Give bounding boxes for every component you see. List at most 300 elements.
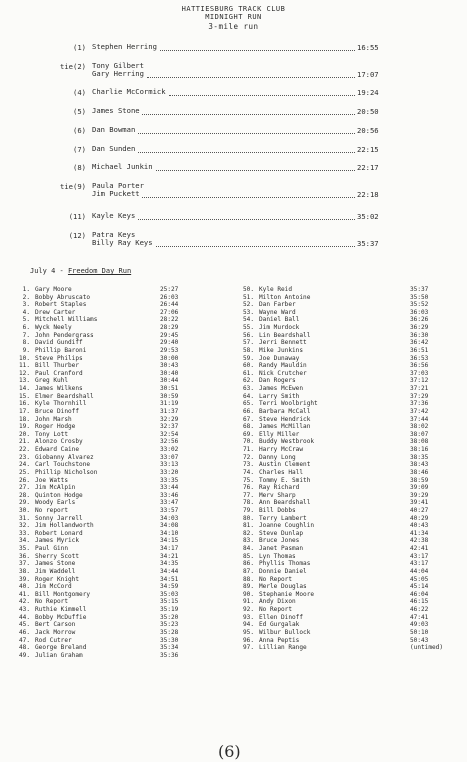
runner-name: Julian Graham [35, 651, 83, 659]
result-rank: (6) [73, 126, 86, 135]
finish-time: 31:19 [160, 400, 179, 408]
runner-name: Rod Cutrer [35, 636, 72, 644]
finish-time: 36:56 [410, 362, 429, 370]
place-number: 16. [18, 400, 30, 408]
finish-time: 33:44 [160, 484, 179, 492]
runner-name: Joanne Coughlin [259, 522, 315, 530]
runner-name: Paul Ginn [35, 545, 69, 553]
place-number: 54. [242, 316, 254, 324]
finish-time: 34:17 [160, 545, 179, 553]
runner-name: John Marsh [35, 415, 72, 423]
finish-time: 36:26 [410, 316, 429, 324]
finish-time: 46:04 [410, 590, 429, 598]
place-number: 78. [242, 499, 254, 507]
runner-name: Roger Hodge [35, 423, 76, 431]
finish-time: 33:47 [160, 499, 179, 507]
place-number: 94. [242, 621, 254, 629]
place-number: 86. [242, 560, 254, 568]
runner-name: Phyllis Thomas [259, 560, 311, 568]
place-number: 11. [18, 362, 30, 370]
place-number: 43. [18, 606, 30, 614]
runner-name: Steve Philips [35, 354, 83, 362]
finish-time: 50:10 [410, 628, 429, 636]
event-name: MIDNIGHT RUN [205, 13, 262, 21]
runner-name: Kyle Reid [259, 286, 293, 293]
result-names [92, 145, 135, 153]
finish-time: 35:30 [160, 636, 179, 644]
result-rank: (11) [68, 212, 86, 221]
result-names [92, 43, 157, 51]
finish-time: 30:44 [160, 377, 179, 385]
place-number: 50. [242, 286, 254, 293]
runner-name: Bruce Jones [259, 537, 300, 545]
place-number: 22. [18, 446, 30, 454]
finish-time: 32:54 [160, 430, 179, 438]
leader-dots [138, 219, 355, 220]
place-number: 32. [18, 522, 30, 530]
place-number: 46. [18, 628, 30, 636]
place-number: 61. [242, 369, 254, 377]
runner-name: Sonny Jarrell [35, 514, 83, 522]
finish-time: 33:57 [160, 506, 179, 514]
place-number: 35. [18, 545, 30, 553]
result-rank: tie(9) [60, 182, 86, 191]
finish-time: 49:03 [410, 621, 429, 629]
place-number: 87. [242, 567, 254, 575]
finish-time: 30:40 [160, 369, 179, 377]
place-number: 81. [242, 522, 254, 530]
finish-time: 40:43 [410, 522, 429, 530]
runner-name: Ann Beardshall [259, 499, 311, 507]
runner-name: John Pendergrass [35, 331, 94, 339]
finish-time: 40:27 [410, 506, 429, 514]
finish-time: 40:29 [410, 514, 429, 522]
finish-time: 30:51 [160, 385, 179, 393]
finish-time: 35:34 [160, 644, 179, 652]
result-rank: tie(2) [60, 62, 86, 71]
finish-time: 38:07 [410, 430, 429, 438]
finish-time: 39:29 [410, 491, 429, 499]
runner-name: Danny Long [259, 453, 296, 461]
runner-name: Nick Crutcher [259, 369, 307, 377]
runner-name: Dan Farber [259, 301, 296, 309]
place-number: 56. [242, 331, 254, 339]
finish-time: 26:03 [160, 293, 179, 301]
runner-name: Steve Dunlap [259, 529, 304, 537]
finish-time: 35:50 [410, 293, 429, 301]
finish-time: 35:37 [410, 286, 429, 293]
place-number: 27. [18, 484, 30, 492]
runner-name: Harry McCraw [259, 446, 304, 454]
runner-name: Lyn Thomas [259, 552, 296, 560]
finish-time: 33:13 [160, 461, 179, 469]
place-number: 12. [18, 369, 30, 377]
result-rank: (8) [73, 163, 86, 172]
runner-name: Phillip Baroni [35, 346, 87, 354]
finish-time: 28:22 [160, 316, 179, 324]
runner-name: Elmer Beardshall [35, 392, 94, 400]
runner-name: Gary Herring [92, 69, 144, 78]
finish-time: 46:22 [410, 606, 429, 614]
finish-time: 33:20 [160, 468, 179, 476]
place-number: 83. [242, 537, 254, 545]
runner-name: James McMillan [259, 423, 311, 431]
place-number: 25. [18, 468, 30, 476]
runner-name: Lin Beardshall [259, 331, 311, 339]
finish-time: 29:45 [160, 331, 179, 339]
result-time: 22:17 [357, 163, 379, 172]
runner-name: Janet Pasman [259, 545, 304, 553]
result-time: 16:55 [357, 43, 379, 52]
place-number: 71. [242, 446, 254, 454]
runner-name: Joe Watts [35, 476, 69, 484]
finish-time: 38:08 [410, 438, 429, 446]
place-number: 65. [242, 400, 254, 408]
finish-time: 34:21 [160, 552, 179, 560]
place-number: 52. [242, 301, 254, 309]
place-number: 39. [18, 575, 30, 583]
finish-time: 31:37 [160, 407, 179, 415]
runner-name: Wyck Neely [35, 324, 72, 332]
midnight-result-row [0, 161, 467, 181]
place-number: 96. [242, 636, 254, 644]
finish-time: 39:41 [410, 499, 429, 507]
place-number: 24. [18, 461, 30, 469]
midnight-result-row [0, 60, 467, 80]
runner-name: Anna Peptis [259, 636, 300, 644]
leader-dots [138, 133, 355, 134]
leader-dots [156, 170, 355, 171]
finish-time: 37:44 [410, 415, 429, 423]
finish-time: 30:59 [160, 392, 179, 400]
runner-name: Jerri Bennett [259, 339, 307, 347]
result-rank: (12) [68, 231, 86, 240]
place-number: 97. [242, 644, 254, 652]
finish-time: (untimed) [410, 644, 444, 652]
runner-name: Bobby McDuffie [35, 613, 87, 621]
place-number: 29. [18, 499, 30, 507]
place-number: 8. [22, 339, 30, 347]
runner-name: Kyle Thornhill [35, 400, 87, 408]
place-number: 49. [18, 651, 30, 659]
finish-time: 38:02 [410, 423, 429, 431]
runner-name: Merle Douglas [259, 583, 307, 591]
runner-name: Bill Thurber [35, 362, 80, 370]
runner-name: Stephanie Moore [259, 590, 315, 598]
finish-time: 36:53 [410, 354, 429, 362]
place-number: 42. [18, 598, 30, 606]
finish-time: 32:29 [160, 415, 179, 423]
runner-name: Ruthie Kimmell [35, 606, 87, 614]
runner-name: Dan Rogers [259, 377, 296, 385]
result-rank: (7) [73, 145, 86, 154]
runner-name: Bobby Abruscato [35, 293, 91, 301]
finish-time: 37:03 [410, 369, 429, 377]
finish-time: 34:15 [160, 537, 179, 545]
section-title: Freedom Day Run [67, 267, 132, 275]
midnight-result-row [0, 41, 467, 61]
place-number: 63. [242, 385, 254, 393]
result-time: 19:24 [357, 88, 379, 97]
finish-time: 36:29 [410, 324, 429, 332]
runner-name: James McEwen [259, 385, 304, 393]
place-number: 33. [18, 529, 30, 537]
midnight-result-row [0, 143, 467, 163]
place-number: 95. [242, 628, 254, 636]
leader-dots [147, 77, 355, 78]
finish-time: 38:59 [410, 476, 429, 484]
finish-time: 36:42 [410, 339, 429, 347]
runner-name: Austin Clement [259, 461, 311, 469]
place-number: 85. [242, 552, 254, 560]
place-number: 53. [242, 308, 254, 316]
finish-time: 34:44 [160, 567, 179, 575]
runner-name: James Wilkens [35, 385, 83, 393]
place-number: 40. [18, 583, 30, 591]
result-rank: (5) [73, 107, 86, 116]
result-names [92, 107, 140, 115]
finish-time: 34:51 [160, 575, 179, 583]
runner-name: Barbara McCall [259, 407, 311, 415]
finish-time: 41:34 [410, 529, 429, 537]
runner-name: Bill Montgomery [35, 590, 91, 598]
leader-dots [156, 246, 355, 247]
result-names [92, 231, 153, 247]
finish-time: 46:15 [410, 598, 429, 606]
finish-time: 29:53 [160, 346, 179, 354]
runner-name: Daniel Ball [259, 316, 300, 324]
runner-name: David Gundiff [35, 339, 83, 347]
runner-name: Paul Cranford [35, 369, 83, 377]
place-number: 82. [242, 529, 254, 537]
runner-name: Robert Staples [35, 301, 87, 309]
runner-name: Joe Dunaway [259, 354, 300, 362]
runner-name: Merv Sharp [259, 491, 296, 499]
result-time: 20:56 [357, 126, 379, 135]
result-names [92, 182, 144, 198]
finish-time: 33:02 [160, 446, 179, 454]
runner-name: Edward Caine [35, 446, 80, 454]
finish-time: 34:59 [160, 583, 179, 591]
runner-name: Jim Waddell [35, 567, 76, 575]
place-number: 4. [22, 308, 30, 316]
runner-name: Jim Hollandworth [35, 522, 94, 530]
place-number: 77. [242, 491, 254, 499]
place-number: 55. [242, 324, 254, 332]
place-number: 20. [18, 430, 30, 438]
finish-time: 33:07 [160, 453, 179, 461]
place-number: 26. [18, 476, 30, 484]
finish-time: 38:35 [410, 453, 429, 461]
place-number: 30. [18, 506, 30, 514]
result-time: 17:07 [357, 70, 379, 79]
place-number: 48. [18, 644, 30, 652]
runner-name: Kayle Keys [92, 211, 136, 220]
result-time: 22:18 [357, 190, 379, 199]
runner-name: Buddy Westbrook [259, 438, 315, 446]
result-names [92, 62, 144, 78]
runner-name: No Report [259, 575, 293, 583]
runner-name: Robert Lonard [35, 529, 83, 537]
place-number: 5. [22, 316, 30, 324]
runner-name: Ed Gurgalak [259, 621, 300, 629]
place-number: 19. [18, 423, 30, 431]
runner-name: Roger Knight [35, 575, 80, 583]
finish-time: 35:28 [160, 628, 179, 636]
place-number: 51. [242, 293, 254, 301]
runner-name: Tommy E. Smith [259, 476, 311, 484]
leader-dots [160, 50, 355, 51]
finish-time: 27:06 [160, 308, 179, 316]
midnight-result-row [0, 86, 467, 106]
runner-name: Terry Lambert [259, 514, 307, 522]
finish-time: 37:29 [410, 392, 429, 400]
place-number: 3. [22, 301, 30, 309]
finish-time: 47:41 [410, 613, 429, 621]
runner-name: Jim McCord [35, 583, 72, 591]
finish-time: 36:51 [410, 346, 429, 354]
result-names [92, 163, 153, 171]
runner-name: Bill Dobbs [259, 506, 296, 514]
runner-name: Jack Morrow [35, 628, 76, 636]
finish-time: 50:43 [410, 636, 429, 644]
runner-name: Charles Hall [259, 468, 304, 476]
place-number: 9. [22, 346, 30, 354]
midnight-result-row [0, 229, 467, 249]
place-number: 47. [18, 636, 30, 644]
runner-name: George Breland [35, 644, 87, 652]
place-number: 41. [18, 590, 30, 598]
finish-time: 43:17 [410, 560, 429, 568]
runner-name: Lillian Range [259, 644, 307, 652]
runner-name: Terri Woolbright [259, 400, 318, 408]
result-time: 22:15 [357, 145, 379, 154]
leader-dots [138, 152, 355, 153]
result-time: 35:37 [357, 239, 379, 248]
finish-time: 42:38 [410, 537, 429, 545]
leader-dots [169, 95, 355, 96]
place-number: 67. [242, 415, 254, 423]
runner-name: Randy Mauldin [259, 362, 307, 370]
place-number: 13. [18, 377, 30, 385]
runner-name: Bert Carson [35, 621, 76, 629]
place-number: 59. [242, 354, 254, 362]
finish-time: 34:03 [160, 514, 179, 522]
finish-time: 30:43 [160, 362, 179, 370]
finish-time: 25:27 [160, 286, 179, 293]
runner-name: Mike Junkins [259, 346, 304, 354]
place-number: 74. [242, 468, 254, 476]
finish-time: 34:08 [160, 522, 179, 530]
finish-time: 35:03 [160, 590, 179, 598]
finish-time: 37:36 [410, 400, 429, 408]
finish-time: 35:23 [160, 621, 179, 629]
place-number: 69. [242, 430, 254, 438]
runner-name: Donnie Daniel [259, 567, 307, 575]
finish-time: 30:00 [160, 354, 179, 362]
finish-time: 37:12 [410, 377, 429, 385]
place-number: 72. [242, 453, 254, 461]
place-number: 10. [18, 354, 30, 362]
finish-time: 38:46 [410, 468, 429, 476]
place-number: 60. [242, 362, 254, 370]
finish-time: 35:19 [160, 606, 179, 614]
finish-time: 26:44 [160, 301, 179, 309]
leader-dots [142, 114, 355, 115]
midnight-result-row [0, 180, 467, 200]
finish-time: 33:35 [160, 476, 179, 484]
place-number: 84. [242, 545, 254, 553]
runner-name: James Stone [35, 560, 76, 568]
place-number: 17. [18, 407, 30, 415]
finish-time: 34:10 [160, 529, 179, 537]
runner-name: Jim Puckett [92, 189, 140, 198]
result-rank: (1) [73, 43, 86, 52]
place-number: 7. [22, 331, 30, 339]
finish-time: 29:40 [160, 339, 179, 347]
place-number: 36. [18, 552, 30, 560]
runner-name: No Report [259, 606, 293, 614]
runner-name: Larry Smith [259, 392, 300, 400]
finish-time: 38:16 [410, 446, 429, 454]
result-names [92, 88, 166, 96]
runner-name: No report [35, 506, 69, 514]
runner-name: Giobanny Alvarez [35, 453, 94, 461]
runner-name: Elly Miller [259, 430, 300, 438]
runner-name: Billy Ray Keys [92, 238, 153, 247]
place-number: 79. [242, 506, 254, 514]
runner-name: Bruce Dinoff [35, 407, 80, 415]
finish-time: 36:30 [410, 331, 429, 339]
result-rank: (4) [73, 88, 86, 97]
runner-name: Sherry Scott [35, 552, 80, 560]
leader-dots [142, 197, 355, 198]
finish-time: 45:05 [410, 575, 429, 583]
place-number: 44. [18, 613, 30, 621]
place-number: 14. [18, 385, 30, 393]
runner-name: No Report [35, 598, 69, 606]
finish-time: 32:37 [160, 423, 179, 431]
result-time: 20:50 [357, 107, 379, 116]
finish-time: 42:41 [410, 545, 429, 553]
place-number: 93. [242, 613, 254, 621]
place-number: 1. [22, 286, 30, 293]
place-number: 68. [242, 423, 254, 431]
place-number: 64. [242, 392, 254, 400]
finish-time: 35:15 [160, 598, 179, 606]
place-number: 34. [18, 537, 30, 545]
place-number: 73. [242, 461, 254, 469]
distance-label: 3-mile run [208, 22, 259, 31]
midnight-result-row [0, 105, 467, 125]
place-number: 70. [242, 438, 254, 446]
runner-name: Jim Murdock [259, 324, 300, 332]
midnight-result-row [0, 124, 467, 144]
finish-time: 37:42 [410, 407, 429, 415]
place-number: 92. [242, 606, 254, 614]
finish-time: 33:46 [160, 491, 179, 499]
finish-time: 34:35 [160, 560, 179, 568]
result-names [92, 126, 135, 134]
finish-time: 38:43 [410, 461, 429, 469]
place-number: 90. [242, 590, 254, 598]
runner-name: Michael Junkin [92, 162, 153, 171]
finish-time: 43:17 [410, 552, 429, 560]
runner-name: Greg Kuhl [35, 377, 69, 385]
place-number: 45. [18, 621, 30, 629]
finish-time: 28:29 [160, 324, 179, 332]
runner-name: Stephen Herring [92, 42, 157, 51]
